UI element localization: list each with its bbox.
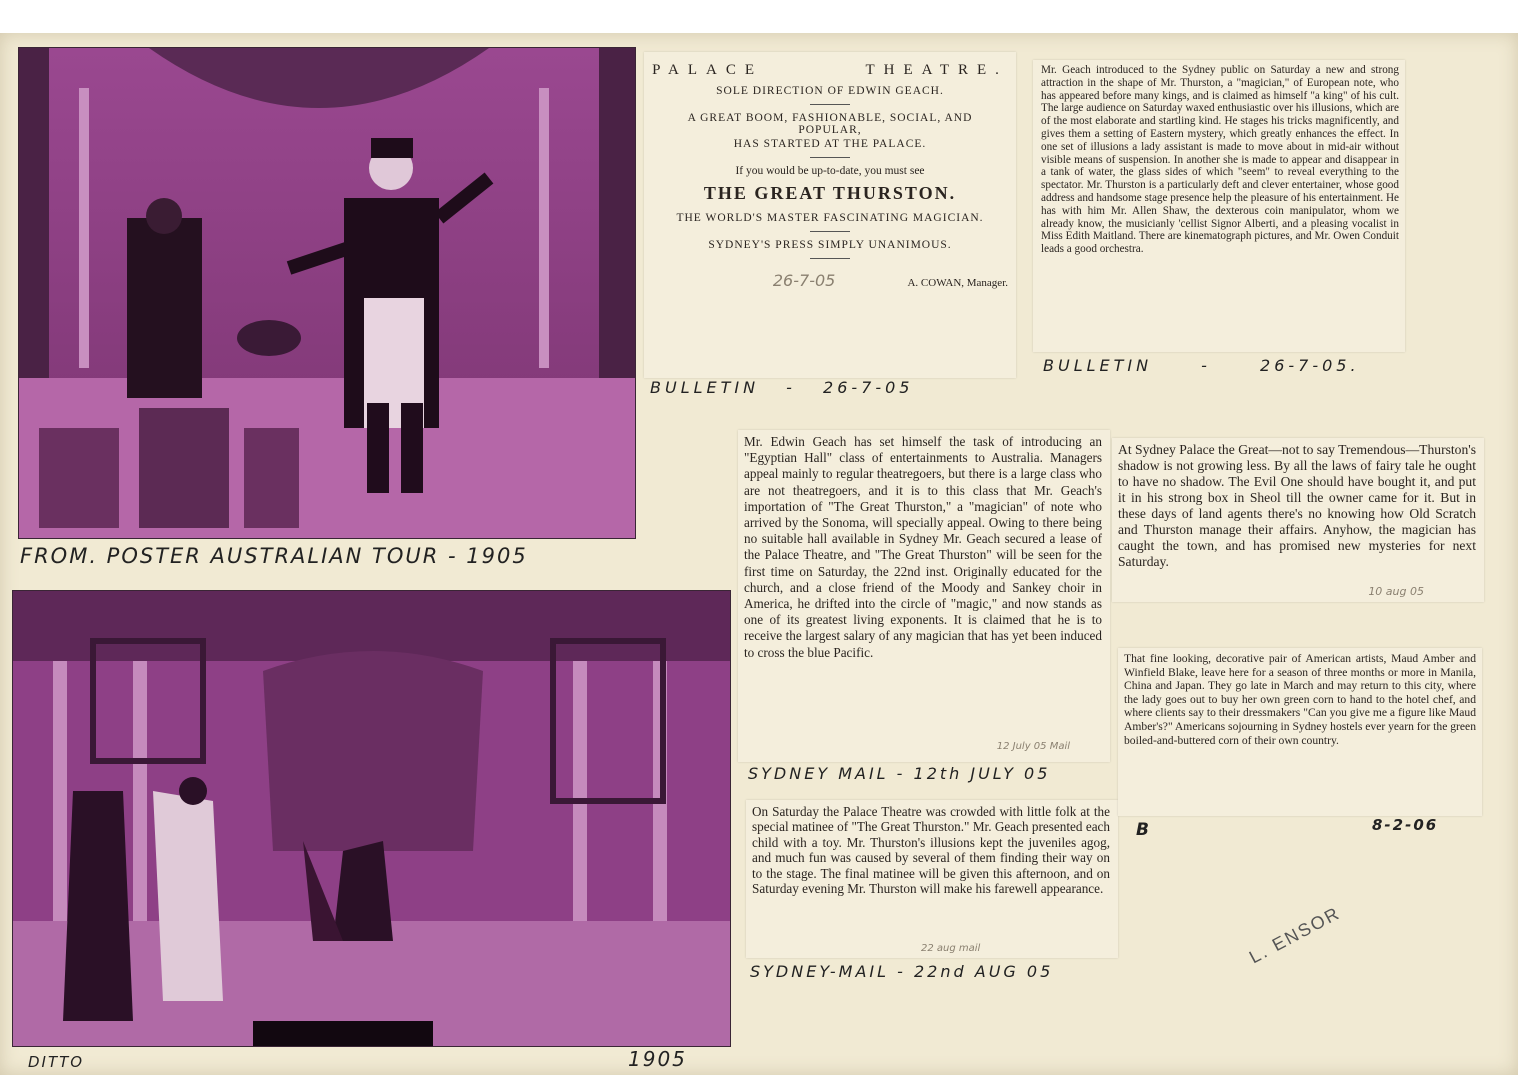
advert-uptodate: If you would be up-to-date, you must see [735, 165, 925, 177]
poster-photo-top [18, 47, 636, 539]
palace-shadow-pencil: 10 aug 05 [1368, 585, 1424, 598]
sydney-mail-july-source: SYDNEY MAIL - 12th JULY 05 [748, 764, 1051, 783]
advert-brand-left: PALACE [652, 62, 764, 78]
sydney-mail-july-text: Mr. Edwin Geach has set himself the task of introducing an "Egyptian Hall" class of entertainments to Australia. Managers appeal mainly to regular theatregoers, but there is a large class who are not theatregoers, and it is to this class that Mr. Geach's importation of "The Great Thurston," a "magician" of note who arrived by the Sonoma, will specially appeal. Owing to there being no suitable hall available in Sydney Mr. Geach secured a lease of the Palace Theatre, and "The Great Thurston" will be seen for the first time on Saturday, the 22nd inst. Originally educated for the church, and a close friend of the Moody and Sankey choir in America, he drifted into the circle of "magic," and now stands as one of its greatest living exponents. It is claimed that he is to receive the largest salary of any magician that has yet been induced to cross the blue Pacific. [744, 434, 1102, 660]
sydney-mail-aug-text: On Saturday the Palace Theatre was crowded with little folk at the special matinee of "The Great Thurston." Mr. Geach presented each child with a toy. Mr. Thurston's illusions kept the juveniles agog, and much fun was caused by several of them finding their way on to the stage. The final matinee will be given this afternoon, and on Saturday evening Mr. Thurston will make his farewell appearance. [752, 804, 1110, 897]
advert-master: THE WORLD'S MASTER FASCINATING MAGICIAN. [676, 212, 984, 224]
advert-source: BULLETIN - 26-7-05 [650, 378, 914, 397]
advert-pencil-date: 26-7-05 [772, 271, 836, 290]
advert-rule-4 [810, 258, 850, 259]
palace-shadow-clipping [1112, 438, 1484, 602]
palace-theatre-advert [644, 52, 1016, 378]
american-artists-source-right: 8-2-06 [1372, 816, 1439, 834]
american-artists-clipping [1118, 648, 1482, 816]
poster-illustration-bottom [13, 591, 730, 1046]
advert-rule-3 [810, 231, 850, 232]
sydney-mail-aug-source: SYDNEY-MAIL - 22nd AUG 05 [750, 962, 1054, 981]
american-artists-text: That fine looking, decorative pair of American artists, Maud Amber and Winfield Blake, leave here for a season of three months or more in Manila, China and Japan. They go late in March and may return to this city, where the lady goes out to buy her own green corn to hand to the hotel chef, and where clients say to their dressmakers "Can you give me a figure like Maud Amber's?" Americans sojourning in Sydney hostels ever yearn for the green boiled-and-buttered corn of their own country. [1124, 652, 1476, 747]
advert-manager-row [644, 271, 1016, 290]
bulletin-review-clipping [1033, 60, 1405, 352]
advert-great-thurston: THE GREAT THURSTON. [703, 183, 957, 203]
bottom-photo-caption-left: DITTO [28, 1053, 85, 1071]
advert-brand [644, 62, 1016, 79]
advert-rule-2 [810, 157, 850, 158]
sydney-mail-aug-clipping [746, 800, 1118, 958]
bulletin-review-source: BULLETIN - 26-7-05. [1043, 356, 1360, 375]
top-photo-caption: FROM. POSTER AUSTRALIAN TOUR - 1905 [20, 544, 528, 568]
bulletin-review-text: Mr. Geach introduced to the Sydney public on Saturday a new and strong attraction in the shape of Mr. Thurston, a "magician," of European note, who has appeared before many kings, and is claimed as himself "a king" of his cult. The large audience on Saturday waxed enthusiastic over his illusions, which are of the most elaborate and startling kind. He stages his tricks magnificently, and gives them a setting of Eastern mystery, which greatly enhances the effect. In one set of illusions a lady assistant is made to move about in mid-air without visible means of suspension. In another she is made to appear and disappear in a tank of water, the glass sides of which "seem" to reveal everything to the spectator. Mr. Thurston is a particularly deft and clever entertainer, whose good address and handsome stage presence help the pleasure of his entertainment. He has with him Mr. Allen Shaw, the dexterous coin manipulator, whom we already know, the musicianly 'cellist Signor Alberti, and a pleasing vocalist in Miss Edith Maitland. There are kinematograph pictures, and Mr. Owen Conduit leads a good orchestra. [1041, 64, 1399, 256]
poster-photo-bottom [12, 590, 731, 1047]
l-ensor-stamp: L. ENSOR [1245, 902, 1344, 968]
poster-illustration-top [19, 48, 635, 538]
sydney-mail-july-pencil: 12 July 05 Mail [996, 741, 1070, 752]
advert-press: SYDNEY'S PRESS SIMPLY UNANIMOUS. [708, 239, 952, 251]
bottom-photo-caption-right: 1905 [628, 1047, 687, 1071]
palace-shadow-text: At Sydney Palace the Great—not to say Tremendous—Thurston's shadow is not growing less. By all the laws of fairy tale he ought to have no shadow. The Evil One should have bought it, and put it in his strong box in Sheol till the owner came for it. But in these days of land agents there's no knowing how Old Scratch and Thurston manage their affairs. Anyhow, the magician has caught the town, and has promised new mysteries for next Saturday. [1118, 442, 1476, 569]
advert-rule-1 [810, 104, 850, 105]
american-artists-source-left: B [1136, 820, 1151, 840]
advert-boom: A GREAT BOOM, FASHIONABLE, SOCIAL, AND POPULAR, [687, 112, 973, 136]
advert-direction: SOLE DIRECTION OF EDWIN GEACH. [716, 85, 944, 97]
advert-manager: A. COWAN, Manager. [907, 277, 1008, 289]
advert-brand-right: THEATRE. [865, 62, 1008, 78]
sydney-mail-aug-pencil: 22 aug mail [921, 943, 981, 954]
sydney-mail-july-clipping [738, 430, 1110, 762]
advert-started: HAS STARTED AT THE PALACE. [733, 138, 927, 150]
